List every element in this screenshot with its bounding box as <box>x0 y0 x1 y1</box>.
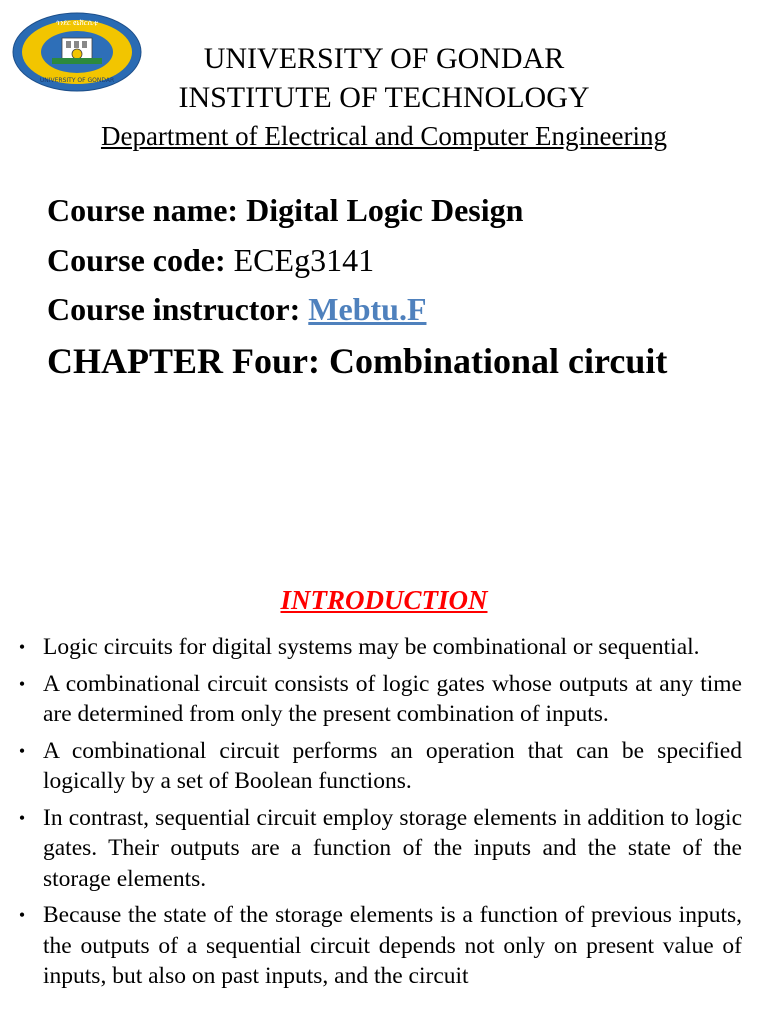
bullet-item <box>12 736 742 797</box>
course-code-label: Course code: <box>47 242 234 278</box>
instructor-link[interactable]: Mebtu.F <box>308 291 427 327</box>
course-code-value: ECEg3141 <box>233 242 375 278</box>
svg-text:ጎንደር ዩኒቨርሲቲ: ጎንደር ዩኒቨርሲቲ <box>55 19 99 27</box>
bullet-icon: • <box>18 673 26 694</box>
bullet-icon: • <box>18 807 26 828</box>
bullet-text: Because the state of the storage elements is a function of previous inputs, the outputs of a sequential circuit depends not only on present value of inputs, but also on past inputs, and the circuit <box>43 902 742 989</box>
introduction-bullet-list <box>12 632 742 998</box>
introduction-heading: INTRODUCTION <box>280 585 488 615</box>
bullet-item <box>12 669 742 730</box>
course-instructor-label: Course instructor: <box>47 291 309 327</box>
bullet-text: In contrast, sequential circuit employ storage elements in addition to logic gates. Their outputs are a function of the inputs and the state of the storage elements. <box>43 804 742 892</box>
bullet-text: A combinational circuit performs an operation that can be specified logically by a set of Boolean functions. <box>43 737 742 794</box>
bullet-item <box>12 803 742 895</box>
course-instructor <box>47 291 426 328</box>
bullet-icon: • <box>18 740 26 761</box>
bullet-item <box>12 900 742 992</box>
chapter-title: CHAPTER Four: Combinational circuit <box>47 341 668 381</box>
bullet-text: Logic circuits for digital systems may be combinational or sequential. <box>43 634 700 660</box>
bullet-icon: • <box>18 637 26 657</box>
bullet-icon: • <box>18 905 26 925</box>
bullet-text: A combinational circuit consists of logic gates whose outputs at any time are determined from only the present combination of inputs. <box>43 670 742 727</box>
bullet-item <box>12 632 742 663</box>
university-name: UNIVERSITY OF GONDAR <box>203 42 565 75</box>
institute-name: INSTITUTE OF TECHNOLOGY <box>178 81 590 114</box>
svg-text:UNIVERSITY OF GONDAR: UNIVERSITY OF GONDAR <box>39 77 115 84</box>
department-name: Department of Electrical and Computer Engineering <box>100 121 668 151</box>
course-code <box>47 242 374 279</box>
course-name: Course name: Digital Logic Design <box>47 192 524 228</box>
